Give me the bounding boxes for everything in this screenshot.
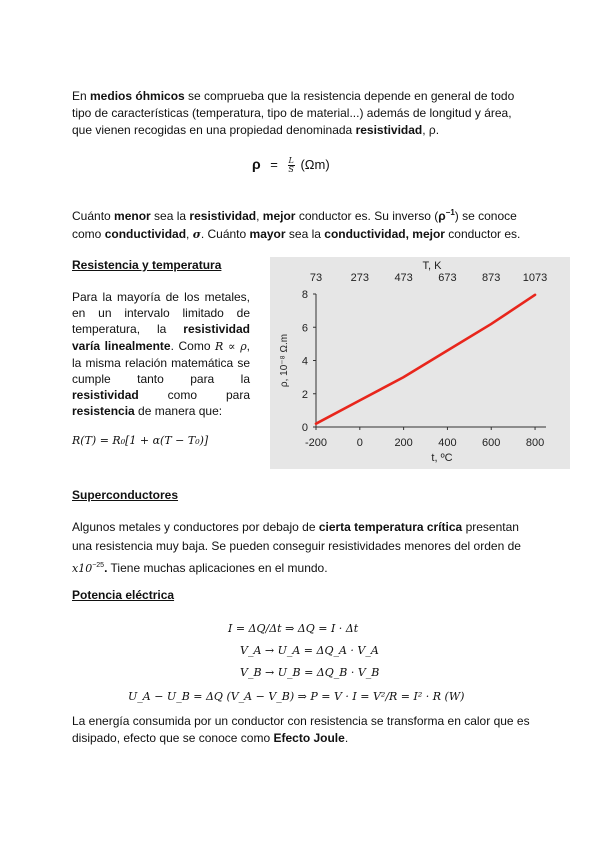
series-line-resistividad	[316, 295, 535, 424]
linear-resistance-formula: R(T) = R₀[1 + α(T − T₀)]	[72, 434, 209, 447]
power-equation-3: V_B → U_B = ΔQ_B · V_B	[240, 666, 380, 679]
x-tick-label: 400	[438, 437, 457, 449]
x-tick-label: 200	[394, 437, 413, 449]
top-tick-label: 673	[438, 272, 457, 284]
y-tick-label: 4	[301, 355, 308, 368]
top-tick-label: 873	[482, 272, 501, 284]
x-axis-label: t, ºC	[431, 452, 453, 464]
superconductors-paragraph: Algunos metales y conductores por debajo de cierta temperatura crítica presentan una resistencia muy baja. Se pueden conseguir resistividades menores del orden de $x10^{-25}$. Tiene muchas aplicaciones en el mundo.	[72, 520, 521, 575]
resistivity-formula: ρ = $\frac{L}{S}$ (Ωm)	[252, 156, 330, 175]
top-tick-label: 473	[394, 272, 413, 284]
section-heading-potencia: Potencia eléctrica	[72, 588, 175, 602]
x-tick-label: 0	[356, 437, 363, 449]
intro-paragraph: En medios óhmicos se comprueba que la resistencia depende en general de todo tipo de características (temperatura, tipo de material...) además de longitud y área, que vienen recogidas en una propiedad denominada resistividad, ρ.	[72, 89, 515, 137]
section-heading-superconductores: Superconductores	[72, 488, 179, 502]
x-tick-label: 800	[525, 437, 545, 449]
resistivity-chart-svg	[270, 257, 570, 469]
section-heading-temperatura: Resistencia y temperatura	[72, 258, 222, 272]
y-tick-label: 8	[301, 289, 308, 301]
term-medios-ohmicos: medios óhmicos	[90, 89, 185, 103]
y-axis-label: ρ, 10⁻⁸ Ω.m	[279, 333, 290, 388]
eq1-text: I = ΔQ/Δt ⇒ ΔQ = I · Δt	[228, 622, 359, 635]
y-tick-label: 0	[301, 422, 308, 434]
x-tick-label: -200	[304, 437, 328, 449]
y-tick-label: 6	[301, 322, 308, 335]
top-tick-label: 1073	[522, 272, 548, 284]
joule-paragraph: La energía consumida por un conductor con resistencia se transforma en calor que es disipado, efecto que se conoce como Efecto Joule.	[72, 714, 530, 745]
power-equation-1	[228, 622, 358, 635]
top-tick-label: 73	[309, 272, 323, 284]
resistivity-chart	[270, 257, 570, 469]
fraction-l-over-s: $\frac{L}{S}$	[288, 156, 294, 175]
power-equation-2: V_A → U_A = ΔQ_A · V_A	[240, 644, 379, 657]
top-axis-label: T, K	[422, 260, 442, 272]
conductivity-paragraph: Cuánto menor sea la resistividad, mejor conductor es. Su inverso $(\rho^{-1})$ se conoce como conductividad, σ. Cuánto mayor sea la conductividad, mejor conductor es.	[72, 208, 521, 241]
temperature-paragraph: Para la mayoría de los metales, en un intervalo limitado de temperatura, la resistividad varía linealmente. Como R ∝ ρ, la misma relación matemática se cumple tanto para la resistividad como para resistencia de manera que:	[72, 290, 251, 419]
x-tick-label: 600	[482, 437, 501, 449]
term-efecto-joule: Efecto Joule	[273, 731, 345, 745]
term-resistividad: resistividad	[355, 123, 423, 137]
top-tick-label: 273	[350, 272, 369, 284]
power-equation-4: U_A − U_B = ΔQ (V_A − V_B) ⇒ P = V · I = V²/R = I² · R (W)	[128, 690, 465, 703]
y-tick-label: 2	[301, 388, 308, 401]
